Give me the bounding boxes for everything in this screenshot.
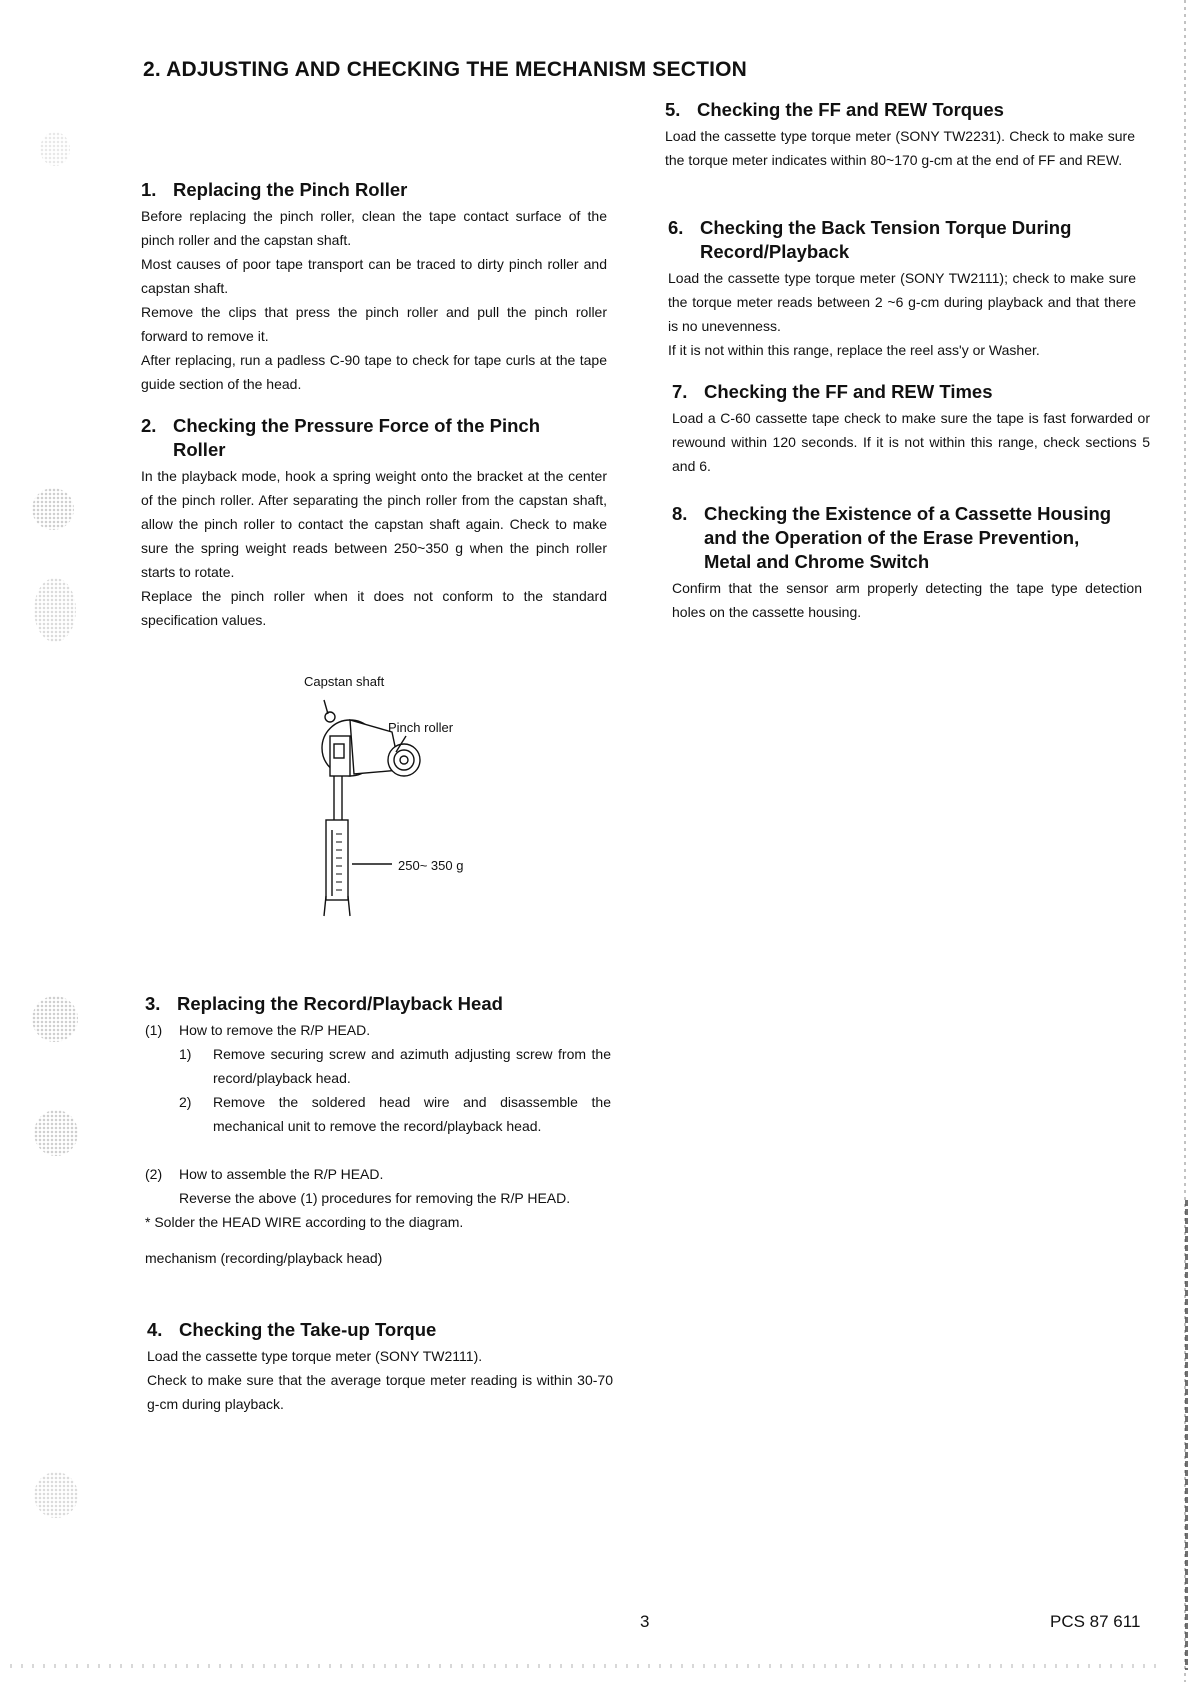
section-title: Checking the Back Tension Torque During Record/Playback	[700, 217, 1072, 262]
item-text: How to remove the R/P HEAD.	[179, 1022, 371, 1038]
section-1-heading	[141, 178, 607, 202]
pinch-roller-figure	[290, 670, 520, 930]
paragraph: After replacing, run a padless C-90 tape to check for tape curls at the tape guide section of the head.	[141, 352, 607, 392]
item-label: (2)	[145, 1166, 163, 1182]
section-number: 6.	[668, 217, 684, 238]
section-number: 3.	[145, 993, 161, 1014]
subitem-label: 2)	[179, 1094, 192, 1110]
section-6-body	[668, 266, 1136, 362]
spring-weight-reading-label: 250~ 350 g	[398, 858, 464, 873]
solder-note: * Solder the HEAD WIRE according to the diagram.	[145, 1214, 464, 1230]
section-number: 7.	[672, 381, 688, 402]
scan-edge-line-dark	[1185, 1200, 1188, 1670]
section-number: 4.	[147, 1319, 163, 1340]
paragraph: Load the cassette type torque meter (SONY TW2231). Check to make sure the torque meter indicates within 80~170 g-cm at the end of FF and REW.	[665, 128, 1135, 168]
procedure-item-2	[145, 1162, 611, 1186]
section-7-body	[672, 406, 1150, 478]
subitem-text: Remove the soldered head wire and disassemble the mechanical unit to remove the record/playback head.	[213, 1094, 611, 1134]
document-code: PCS 87 611	[1050, 1612, 1141, 1631]
paragraph: Before replacing the pinch roller, clean the tape contact surface of the pinch roller and the capstan shaft.	[141, 208, 607, 248]
section-2	[141, 414, 607, 632]
section-title: Checking the FF and REW Torques	[697, 99, 1004, 120]
binder-hole-mark	[34, 578, 76, 642]
binder-hole-mark	[34, 1110, 78, 1156]
section-4-heading	[147, 1318, 613, 1342]
section-1	[141, 178, 607, 396]
subitem-text: Remove securing screw and azimuth adjusting screw from the record/playback head.	[213, 1046, 611, 1086]
pinch-roller-diagram	[290, 670, 520, 930]
section-8-heading	[672, 502, 1142, 574]
section-5-heading	[665, 98, 1135, 122]
section-title: Checking the Pressure Force of the Pinch Roller	[173, 415, 541, 460]
binder-hole-mark	[32, 996, 78, 1042]
section-number: 5.	[665, 99, 681, 120]
section-number: 2.	[141, 415, 157, 436]
binder-hole-mark	[34, 1472, 78, 1518]
item-detail-text: Reverse the above (1) procedures for removing the R/P HEAD.	[179, 1190, 571, 1206]
section-title: Checking the Existence of a Cassette Housing and the Operation of the Erase Prevention, Metal and Chrome Switch	[704, 503, 1112, 572]
capstan-shaft-label: Capstan shaft	[304, 674, 385, 689]
procedure-subitem-1	[145, 1042, 611, 1090]
scan-speckle	[40, 132, 70, 166]
section-7-heading	[672, 380, 1150, 404]
page-title: 2. ADJUSTING AND CHECKING THE MECHANISM SECTION	[143, 58, 748, 81]
paragraph: Most causes of poor tape transport can be traced to dirty pinch roller and capstan shaft.	[141, 256, 607, 296]
section-title: Replacing the Pinch Roller	[173, 179, 408, 200]
section-8	[672, 502, 1142, 624]
section-title: Checking the Take-up Torque	[179, 1319, 437, 1340]
section-3	[145, 992, 611, 1270]
paragraph: Replace the pinch roller when it does not conform to the standard specification values.	[141, 588, 607, 628]
section-number: 8.	[672, 503, 688, 524]
section-5	[665, 98, 1135, 172]
section-4-body	[147, 1344, 613, 1416]
section-2-heading	[141, 414, 607, 462]
procedure-item-1	[145, 1018, 611, 1042]
procedure-subitem-2	[145, 1090, 611, 1138]
paragraph: Confirm that the sensor arm properly detecting the tape type detection holes on the cassette housing.	[672, 580, 1142, 620]
section-6-heading	[668, 216, 1136, 264]
procedure-item-2-detail	[145, 1186, 611, 1210]
paragraph: In the playback mode, hook a spring weight onto the bracket at the center of the pinch roller. After separating the pinch roller from the capstan shaft, allow the pinch roller to contact the capstan shaft again. Check to make sure the spring weight reads between 250~350 g when the pinch roller starts to rotate.	[141, 468, 607, 580]
paragraph: Load the cassette type torque meter (SONY TW2111); check to make sure the torque meter reads between 2 ~6 g-cm during playback and that there is no unevenness.	[668, 270, 1136, 334]
section-8-body	[672, 576, 1142, 624]
section-2-body	[141, 464, 607, 632]
mechanism-caption: mechanism (recording/playback head)	[145, 1250, 383, 1266]
section-6	[668, 216, 1136, 362]
page-number: 3	[640, 1612, 650, 1631]
paragraph: Check to make sure that the average torque meter reading is within 30-70 g-cm during playback.	[147, 1372, 613, 1412]
subitem-label: 1)	[179, 1046, 192, 1062]
binder-hole-mark	[32, 488, 74, 530]
paragraph: Load a C-60 cassette tape check to make sure the tape is fast forwarded or rewound within 120 seconds. If it is not within this range, check sections 5 and 6.	[672, 410, 1150, 474]
item-label: (1)	[145, 1022, 163, 1038]
scan-bottom-speckle	[10, 1664, 1160, 1668]
paragraph: Remove the clips that press the pinch roller and pull the pinch roller forward to remove it.	[141, 304, 607, 344]
section-title: Replacing the Record/Playback Head	[177, 993, 503, 1014]
section-3-heading	[145, 992, 611, 1016]
section-number: 1.	[141, 179, 157, 200]
paragraph: If it is not within this range, replace the reel ass'y or Washer.	[668, 342, 1040, 358]
pinch-roller-label: Pinch roller	[388, 720, 454, 735]
section-title: Checking the FF and REW Times	[704, 381, 993, 402]
section-7	[672, 380, 1150, 478]
section-5-body	[665, 124, 1135, 172]
section-1-body	[141, 204, 607, 396]
section-4	[147, 1318, 613, 1416]
item-text: How to assemble the R/P HEAD.	[179, 1166, 384, 1182]
paragraph: Load the cassette type torque meter (SONY TW2111).	[147, 1348, 483, 1364]
